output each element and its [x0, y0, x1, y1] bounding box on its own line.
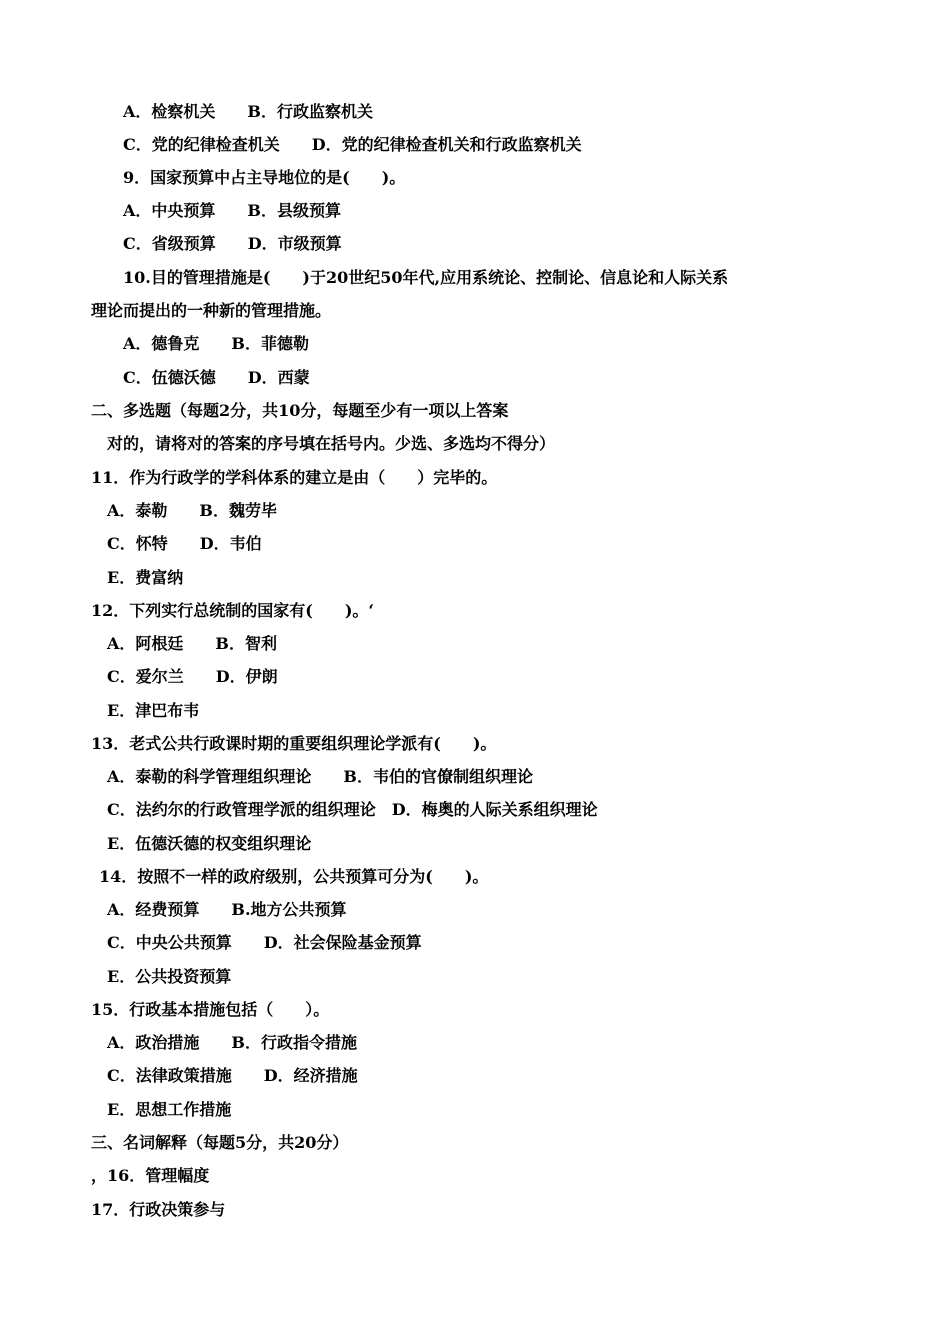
question-15: 15．行政基本措施包括（ ）。 — [91, 1000, 330, 1019]
question-10-continued: 理论而提出的一种新的管理措施。 — [91, 301, 332, 320]
option-line-q10-cd: C．伍德沃德 D．西蒙 — [123, 368, 310, 387]
option-line-q12-cd: C．爱尔兰 D．伊朗 — [107, 667, 278, 686]
option-line-q15-cd: C．法律政策措施 D．经济措施 — [107, 1066, 358, 1085]
option-line-q14-ab: A．经费预算 B.地方公共预算 — [107, 900, 347, 919]
option-line-q13-cd: C．法约尔的行政管理学派的组织理论 D．梅奥的人际关系组织理论 — [107, 800, 598, 819]
option-line-q13-ab: A．泰勒的科学管理组织理论 B．韦伯的官僚制组织理论 — [107, 767, 533, 786]
option-line-q14-e: E．公共投资预算 — [107, 967, 232, 986]
section-instructions: 对的，请将对的答案的序号填在括号内。少选、多选均不得分） — [107, 434, 556, 453]
question-11: 11．作为行政学的学科体系的建立是由（ ）完毕的。 — [91, 468, 498, 487]
option-line-q8-ab: A．检察机关 B．行政监察机关 — [123, 102, 373, 121]
option-line-q12-e: E．津巴布韦 — [107, 701, 200, 720]
option-line-q9-ab: A．中央预算 B．县级预算 — [123, 201, 341, 220]
option-line-q14-cd: C．中央公共预算 D．社会保险基金预算 — [107, 933, 422, 952]
option-line-q15-e: E．思想工作措施 — [107, 1100, 232, 1119]
question-14: 14．按照不一样的政府级别，公共预算可分为( )。 — [99, 867, 489, 886]
option-line-q15-ab: A．政治措施 B．行政指令措施 — [107, 1033, 357, 1052]
option-line-q11-e: E．费富纳 — [107, 568, 184, 587]
option-line-q13-e: E．伍德沃德的权变组织理论 — [107, 834, 312, 853]
question-13: 13．老式公共行政课时期的重要组织理论学派有( )。 — [91, 734, 497, 753]
option-line-q12-ab: A．阿根廷 B．智利 — [107, 634, 277, 653]
option-line-q9-cd: C．省级预算 D．市级预算 — [123, 234, 342, 253]
section-heading-term-explanation: 三、名词解释（每题5分，共20分） — [91, 1133, 349, 1152]
option-line-q11-cd: C．怀特 D．韦伯 — [107, 534, 262, 553]
option-line-q8-cd: C．党的纪律检查机关 D．党的纪律检查机关和行政监察机关 — [123, 135, 582, 154]
question-12: 12．下列实行总统制的国家有( )。‘ — [91, 601, 374, 620]
question-16: ，16．管理幅度 — [91, 1166, 210, 1185]
section-heading-multiple-choice: 二、多选题（每题2分，共10分，每题至少有一项以上答案 — [91, 401, 509, 420]
question-9: 9．国家预算中占主导地位的是( )。 — [123, 168, 406, 187]
question-17: 17．行政决策参与 — [91, 1200, 226, 1219]
question-10: 10.目的管理措施是( )于20世纪50年代,应用系统论、控制论、信息论和人际关系 — [123, 268, 729, 287]
option-line-q10-ab: A．德鲁克 B．菲德勒 — [123, 334, 309, 353]
option-line-q11-ab: A．泰勒 B．魏劳毕 — [107, 501, 277, 520]
